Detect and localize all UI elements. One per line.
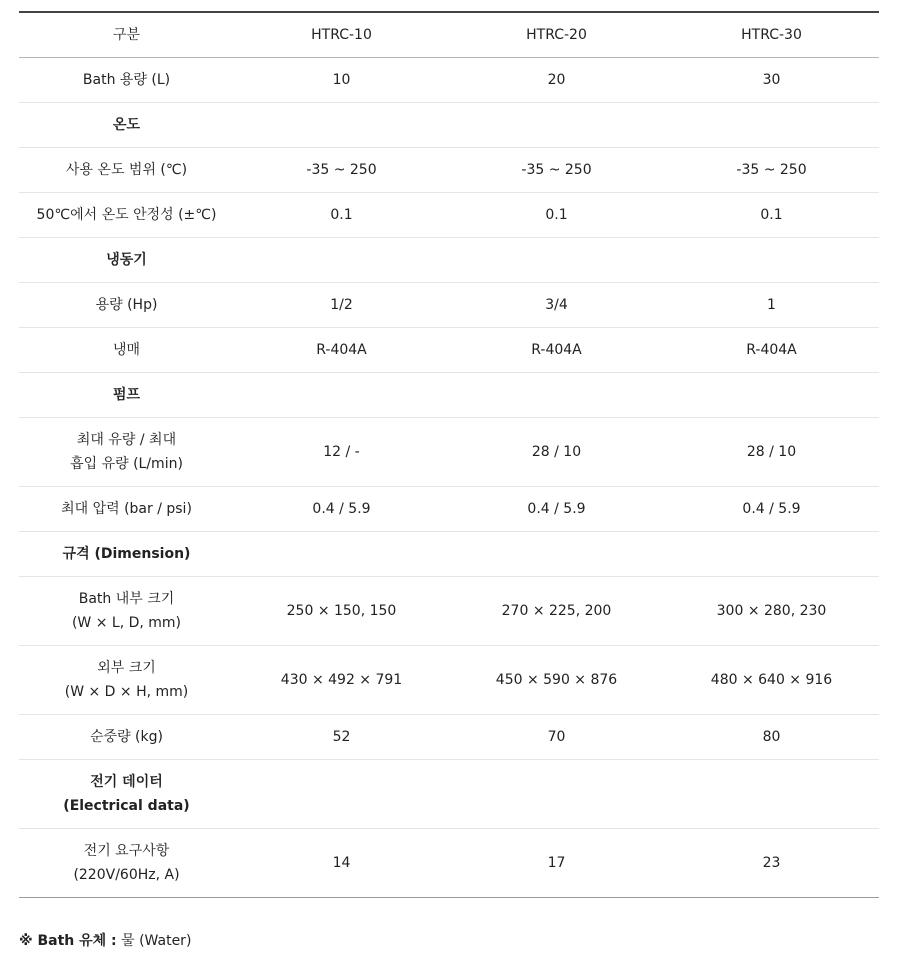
row-label <box>19 715 234 760</box>
table-row <box>19 283 879 328</box>
cell-value: 270 × 225, 200 <box>449 577 664 646</box>
table-row <box>19 715 879 760</box>
row-label <box>19 283 234 328</box>
section-label <box>19 373 234 418</box>
cell-value <box>449 238 664 283</box>
table-row <box>19 418 879 487</box>
row-label-line-2: (220V/60Hz, A) <box>73 867 180 883</box>
cell-value: 300 × 280, 230 <box>664 577 879 646</box>
cell-value: 0.1 <box>449 193 664 238</box>
cell-value <box>234 532 449 577</box>
row-label-line: 순중량 (kg) <box>90 729 163 745</box>
cell-value: 52 <box>234 715 449 760</box>
row-label-line: 50℃에서 온도 안정성 (±℃) <box>36 207 217 223</box>
cell-value: 1/2 <box>234 283 449 328</box>
section-row <box>19 760 879 829</box>
cell-value: -35 ~ 250 <box>234 148 449 193</box>
row-label-line: 사용 온도 범위 (℃) <box>65 162 188 178</box>
row-label-line: 전기 요구사항 <box>83 843 170 859</box>
row-label-line-2: 흡입 유량 (L/min) <box>70 456 183 472</box>
row-label <box>19 577 234 646</box>
table-header-row <box>19 12 879 58</box>
cell-value: 28 / 10 <box>449 418 664 487</box>
row-label <box>19 646 234 715</box>
row-label-line: 온도 <box>112 117 141 133</box>
cell-value: 17 <box>449 829 664 898</box>
cell-value <box>449 373 664 418</box>
cell-value: R-404A <box>449 328 664 373</box>
cell-value: 0.4 / 5.9 <box>664 487 879 532</box>
cell-value <box>234 760 449 829</box>
cell-value: -35 ~ 250 <box>664 148 879 193</box>
table-row <box>19 58 879 103</box>
cell-value: 23 <box>664 829 879 898</box>
row-label-line: 전기 데이터 <box>90 774 163 790</box>
row-label <box>19 418 234 487</box>
cell-value <box>664 532 879 577</box>
cell-value: 30 <box>664 58 879 103</box>
table-row <box>19 829 879 898</box>
header-htrc-30: HTRC-30 <box>664 12 879 58</box>
cell-value: 430 × 492 × 791 <box>234 646 449 715</box>
row-label-line: 최대 유량 / 최대 <box>76 432 177 448</box>
table-row <box>19 577 879 646</box>
cell-value: 0.4 / 5.9 <box>449 487 664 532</box>
row-label-line: 냉매 <box>112 342 141 358</box>
table-row <box>19 148 879 193</box>
cell-value: 0.4 / 5.9 <box>234 487 449 532</box>
cell-value <box>449 760 664 829</box>
cell-value: 70 <box>449 715 664 760</box>
cell-value <box>234 103 449 148</box>
cell-value: 450 × 590 × 876 <box>449 646 664 715</box>
header-htrc-20: HTRC-20 <box>449 12 664 58</box>
row-label-line: 냉동기 <box>106 252 147 268</box>
cell-value: 14 <box>234 829 449 898</box>
row-label-line: 용량 (Hp) <box>95 297 158 313</box>
row-label-line: 최대 압력 (bar / psi) <box>61 501 192 517</box>
section-row <box>19 373 879 418</box>
cell-value: 10 <box>234 58 449 103</box>
row-label <box>19 829 234 898</box>
row-label-line: 규격 (Dimension) <box>62 546 191 562</box>
cell-value <box>234 373 449 418</box>
cell-value <box>664 760 879 829</box>
row-label <box>19 328 234 373</box>
section-row <box>19 532 879 577</box>
table-row <box>19 328 879 373</box>
cell-value: 28 / 10 <box>664 418 879 487</box>
cell-value <box>449 103 664 148</box>
cell-value: 480 × 640 × 916 <box>664 646 879 715</box>
row-label-line: Bath 내부 크기 <box>78 591 175 607</box>
cell-value: 1 <box>664 283 879 328</box>
section-label <box>19 760 234 829</box>
cell-value: R-404A <box>664 328 879 373</box>
table-row <box>19 646 879 715</box>
row-label-line-2: (Electrical data) <box>63 798 190 814</box>
section-row <box>19 238 879 283</box>
row-label <box>19 193 234 238</box>
row-label-line: 외부 크기 <box>97 660 156 676</box>
cell-value: 12 / - <box>234 418 449 487</box>
cell-value: 0.1 <box>664 193 879 238</box>
section-row <box>19 103 879 148</box>
row-label <box>19 58 234 103</box>
table-body <box>19 58 879 898</box>
fluid-note-label: ※ Bath 유체 : <box>19 933 117 949</box>
row-label-line-2: (W × L, D, mm) <box>71 615 182 631</box>
cell-value: 250 × 150, 150 <box>234 577 449 646</box>
cell-value: R-404A <box>234 328 449 373</box>
row-label <box>19 487 234 532</box>
row-label <box>19 148 234 193</box>
cell-value <box>234 238 449 283</box>
table-row <box>19 487 879 532</box>
row-label-line: Bath 용량 (L) <box>82 72 171 88</box>
header-htrc-10: HTRC-10 <box>234 12 449 58</box>
cell-value <box>664 373 879 418</box>
row-label-line-2: (W × D × H, mm) <box>64 684 189 700</box>
cell-value: 0.1 <box>234 193 449 238</box>
table-row <box>19 193 879 238</box>
fluid-note-value: 물 (Water) <box>116 933 192 949</box>
header-category: 구분 <box>19 12 234 58</box>
cell-value: 3/4 <box>449 283 664 328</box>
cell-value: -35 ~ 250 <box>449 148 664 193</box>
row-label-line: 펌프 <box>112 387 141 403</box>
fluid-note <box>19 929 191 953</box>
cell-value <box>664 103 879 148</box>
cell-value: 20 <box>449 58 664 103</box>
cell-value: 80 <box>664 715 879 760</box>
cell-value <box>664 238 879 283</box>
section-label <box>19 532 234 577</box>
section-label <box>19 103 234 148</box>
section-label <box>19 238 234 283</box>
cell-value <box>449 532 664 577</box>
spec-table <box>19 11 879 898</box>
